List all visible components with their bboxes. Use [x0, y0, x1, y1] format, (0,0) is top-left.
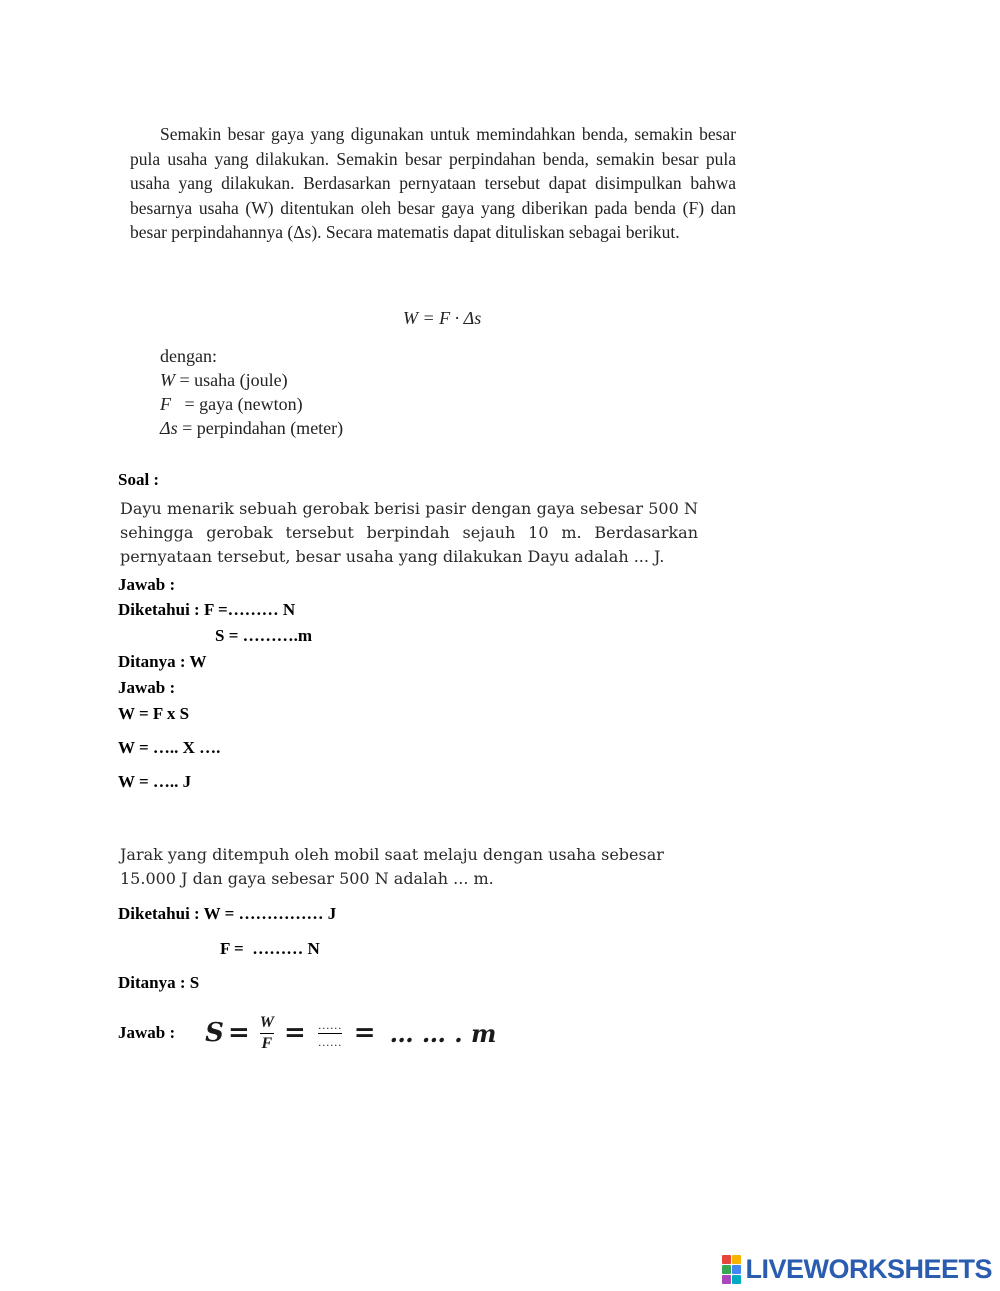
- liveworksheets-logo-icon: [722, 1255, 741, 1284]
- eq-lhs: S: [205, 1018, 224, 1048]
- jawab-label-1: Jawab :: [118, 575, 176, 594]
- legend-desc: = usaha (joule): [175, 370, 288, 390]
- legend-desc: = gaya (newton): [171, 394, 303, 414]
- fraction-denominator: F: [261, 1034, 273, 1052]
- ditanya-1: Ditanya : W: [118, 652, 207, 671]
- logo-block: [732, 1255, 741, 1264]
- eq-sign: =: [283, 1018, 306, 1048]
- diketahui-s-1[interactable]: S = ……….m: [215, 626, 313, 645]
- fraction-numerator: W: [259, 1013, 274, 1031]
- eq-sign: =: [353, 1018, 376, 1048]
- legend-symbol: W: [160, 370, 175, 390]
- soal-label: Soal :: [118, 470, 160, 489]
- fraction-bar: [318, 1033, 342, 1034]
- logo-block: [722, 1275, 731, 1284]
- eq-fraction-blank[interactable]: [318, 1018, 342, 1049]
- step-substitute[interactable]: W = ….. X ….: [118, 738, 221, 757]
- step-formula: W = F x S: [118, 704, 190, 723]
- blank-denominator[interactable]: ……: [317, 1034, 342, 1049]
- question-1-line: pernyataan tersebut, besar usaha yang dilakukan Dayu adalah ... J.: [120, 547, 665, 566]
- diketahui-f-2[interactable]: F = ……… N: [220, 939, 320, 958]
- eq-result[interactable]: … … . m: [389, 1018, 497, 1048]
- jawab-label-2: Jawab :: [118, 1023, 176, 1042]
- work-formula: W = F · Δs: [403, 308, 482, 328]
- legend-title: dengan:: [160, 346, 217, 366]
- ditanya-2: Ditanya : S: [118, 973, 200, 992]
- intro-paragraph: [130, 122, 736, 245]
- logo-block: [732, 1265, 741, 1274]
- logo-block: [722, 1255, 731, 1264]
- question-2-line: 15.000 J dan gaya sebesar 500 N adalah ... m.: [120, 869, 494, 888]
- step-result[interactable]: W = ….. J: [118, 772, 192, 791]
- diketahui-w-2[interactable]: Diketahui : W = …………… J: [118, 904, 337, 923]
- intro-paragraph-text: Semakin besar gaya yang digunakan untuk memindahkan benda, semakin besar pula usaha yang dilakukan. Semakin besar perpindahan benda, semakin besar pula usaha yang dilakukan. Berdasarkan pernyataan tersebut dapat disimpulkan bahwa besarnya usaha (W) ditentukan oleh besar gaya yang diberikan pada benda (F) dan besar perpindahannya (Δs). Secara matematis dapat dituliskan sebagai berikut.: [130, 124, 736, 242]
- blank-numerator[interactable]: ……: [317, 1017, 342, 1032]
- liveworksheets-logo: [722, 1254, 992, 1285]
- liveworksheets-brand: LIVEWORKSHEETS: [745, 1254, 992, 1284]
- legend-desc: = perpindahan (meter): [177, 418, 344, 438]
- eq-sign: =: [227, 1018, 250, 1048]
- answer-equation: [118, 1008, 496, 1058]
- question-1: [120, 497, 698, 569]
- legend-row-f: [160, 392, 343, 416]
- logo-block: [722, 1265, 731, 1274]
- formula-legend: [160, 344, 343, 440]
- diketahui-f-1[interactable]: Diketahui : F =……… N: [118, 600, 296, 619]
- question-1-line: Dayu menarik sebuah gerobak berisi pasir dengan gaya sebesar 500 N: [120, 499, 698, 518]
- legend-row-ds: [160, 416, 343, 440]
- fraction-bar: [260, 1033, 274, 1034]
- legend-symbol: F: [160, 394, 171, 414]
- jawab-label-1b: Jawab :: [118, 678, 176, 697]
- logo-block: [732, 1275, 741, 1284]
- question-1-line: sehingga gerobak tersebut berpindah sejauh 10 m. Berdasarkan: [120, 523, 698, 542]
- legend-symbol: Δs: [160, 418, 178, 438]
- legend-row-w: [160, 368, 343, 392]
- eq-fraction-wf: [260, 1014, 274, 1053]
- question-2-line: Jarak yang ditempuh oleh mobil saat melaju dengan usaha sebesar: [120, 845, 664, 864]
- question-2: [120, 843, 698, 891]
